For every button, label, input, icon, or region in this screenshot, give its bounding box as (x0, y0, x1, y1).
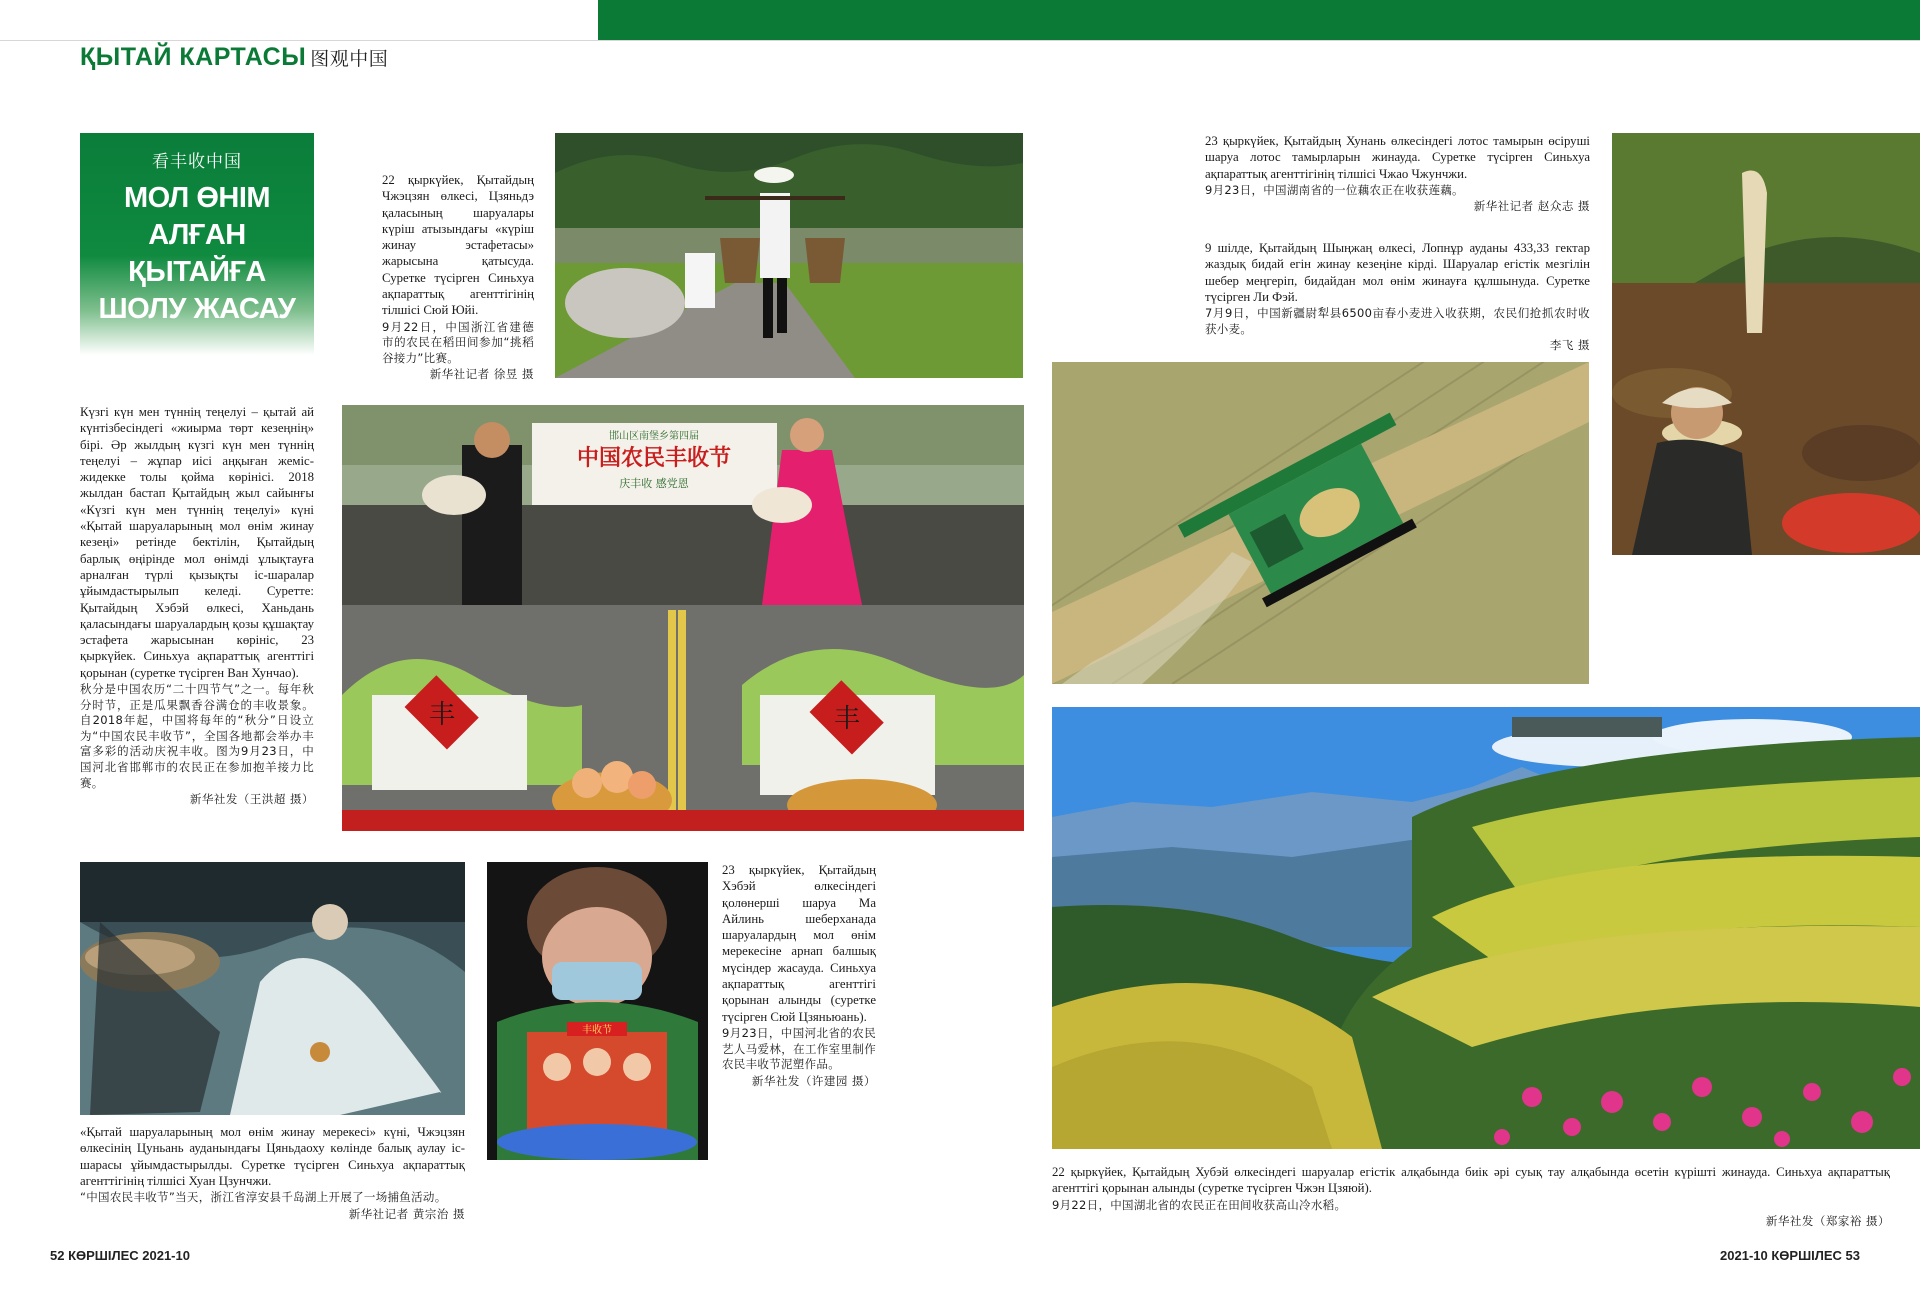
caption-text: 23 қыркүйек, Қытайдың Хунань өлкесіндегі лотос тамырын өсіруші шаруа лотос тамырларын жинауда. Суретке түсірген Синьхуа ақпараттық агенттігінің тілшісі Чжао Чжунчжи. (1205, 134, 1590, 181)
photo-clay-sculpture (487, 862, 708, 1160)
banner-sub-text: 庆丰收 感党恩 (619, 477, 689, 490)
feature-title-line: ШОЛУ ЖАСАУ (98, 293, 296, 325)
header-rule (0, 40, 1920, 41)
photo-rice-terraces (1052, 707, 1920, 1149)
caption-text: 22 қыркүйек, Қытайдың Чжэцзян өлкесі, Цзяньдэ қаласының шаруалары күріш атызындағы «күріш жинау эстафетасы» жарысына қатысуда. Суретке түсірген Синьхуа ақпараттық агенттігінің тілшісі Сюй Юйі. (382, 173, 534, 318)
caption-clay-sculpture (722, 862, 876, 1089)
caption-text-zh: 7月9日，中国新疆尉犁县6500亩春小麦进入收获期，农民们抢抓农时收获小麦。 (1205, 306, 1590, 336)
feature-title (80, 180, 314, 328)
photo-lotus-farmer (1612, 133, 1920, 555)
feature-title-line: АЛҒАН (148, 219, 246, 251)
caption-text: 22 қыркүйек, Қытайдың Хубэй өлкесіндегі шаруалар егістік алқабында биік әрі суық тау алқабында өсетін күрішті жинауда. Синьхуа ақпараттық агенттігі қорынан алынды (суретке түсірген Чжэн Цзяюй). (1052, 1165, 1890, 1196)
section-title (80, 43, 388, 72)
header-green-bar (598, 0, 1920, 40)
caption-text-zh: “中国农民丰收节”当天，浙江省淳安县千岛湖上开展了一场捕鱼活动。 (80, 1190, 447, 1205)
banner-main-text: 中国农民丰收节 (576, 446, 732, 471)
photo-credit: 李飞 摄 (1549, 338, 1590, 353)
photo-harvest-festival (342, 405, 1024, 831)
caption-text-zh: 9月23日，中国河北省的农民艺人马爱林，在工作室里制作农民丰收节泥塑作品。 (722, 1025, 876, 1072)
feature-title-line: МОЛ ӨНІМ (123, 182, 271, 214)
photo-combine-harvester (1052, 362, 1589, 684)
feature-subtitle-zh: 看丰收中国 (152, 152, 242, 172)
photo-rice-relay (555, 133, 1023, 378)
caption-text-zh: 9月22日，中国湖北省的农民正在田间收获高山冷水稻。 (1052, 1197, 1347, 1212)
photo-credit: 新华社发（郑家裕 摄） (1765, 1214, 1890, 1229)
caption-rice-relay (382, 172, 534, 382)
feature-title-box (80, 133, 314, 355)
folio-right: 2021-10 КӨРШІЛЕС 53 (1720, 1248, 1860, 1263)
caption-equinox (80, 404, 314, 807)
caption-text: 23 қыркүйек, Қытайдың Хэбэй өлкесіндегі қолөнерші шаруа Ма Айлинь шеберханада шаруалардың мол өнім мерекесіне арнап балшық мүсіндер жасауда. Синьхуа ақпараттық агенттігі қорынан алынды (суретке түсірген Сюй Цзяньюань). (722, 863, 876, 1024)
caption-lake-fishing (80, 1124, 465, 1222)
caption-wheat-harvest (1205, 240, 1590, 353)
sculpture-board-text: 丰收节 (582, 1025, 612, 1036)
section-title-text: ҚЫТАЙ КАРТАСЫ (80, 43, 307, 71)
fu-sign-right: 丰 (833, 704, 861, 734)
section-title-zh: 图观中国 (310, 48, 389, 70)
folio-left: 52 КӨРШІЛЕС 2021-10 (50, 1248, 190, 1263)
photo-credit: 新华社记者 徐昱 摄 (429, 367, 534, 382)
photo-credit: 新华社记者 黄宗治 摄 (348, 1206, 465, 1221)
caption-text-zh: 9月22日，中国浙江省建德市的农民在稻田间参加“挑稻谷接力”比赛。 (382, 319, 534, 365)
caption-text: «Қытай шаруаларының мол өнім жинау мерекесі» күні, Чжэцзян өлкесінің Цуньань ауданындағы Цяньдаоху көлінде балық аулау іс-шарасы ұйымдастырылды. Суретке түсірген Синьхуа ақпараттық агенттігінің тілшісі Хуан Цзунчжи. (80, 1125, 465, 1188)
fu-sign-left: 丰 (428, 700, 456, 730)
feature-title-line: ҚЫТАЙҒА (128, 256, 266, 288)
photo-credit: 新华社记者 赵众志 摄 (1473, 199, 1590, 214)
caption-rice-terraces (1052, 1164, 1890, 1229)
caption-text-zh: 秋分是中国农历“二十四节气”之一。每年秋分时节，正是瓜果飘香谷满仓的丰收景象。自2018年起，中国将每年的“秋分”日设立为“中国农民丰收节”，全国各地都会举办丰富多彩的活动庆祝丰收。图为9月23日，中国河北省邯郸市的农民正在参加抱羊接力比赛。 (80, 682, 314, 790)
banner-top-text: 邯山区南堡乡第四届 (609, 431, 699, 442)
caption-text: 9 шілде, Қытайдың Шыңжаң өлкесі, Лопнұр ауданы 433,33 гектар жаздық бидай егін жинау кезеңіне кірді. Шаруалар егістік мезгілін шебер меңгеріп, бидайдан мол өнім жинауға құлшынуда. Суретке түсірген Ли Фэй. (1205, 241, 1590, 304)
photo-credit: 新华社发（王洪超 摄） (189, 792, 314, 807)
photo-credit: 新华社发（许建园 摄） (751, 1073, 876, 1088)
caption-text: Күзгі күн мен түннің теңелуі – қытай ай күнтізбесіндегі «жиырма төрт кезеңнің» бірі. Әр жылдың күзгі күн мен түннің теңелуі – жұпар иісі аңқыған жеміс-жидекке толы қойма көрінісі. 2018 жылдан бастап Қытайдың жыл сайынғы «Күзгі күн мен түннің теңелуі» күні «Қытай шаруаларының мол өнім жинау кезеңі» ретінде бектілін, Қытайдың барлық өңірінде мол өнімді ұлықтауға арналған түрлі қызықты іс-шаралар ұйымдастырылып келеді. Суретте: Қытайдың Хэбэй өлкесі, Ханьдань қаласындағы шаруалардың қозы құшақтау эстафета жарысынан көрініс, 23 қыркүйек. Синьхуа ақпараттық агенттігі қорынан (суретке түсірген Ван Хунчао). (80, 405, 314, 680)
caption-text-zh: 9月23日，中国湖南省的一位藕农正在收获莲藕。 (1205, 182, 1464, 197)
photo-lake-fishing (80, 862, 465, 1115)
caption-lotus-root (1205, 133, 1590, 214)
